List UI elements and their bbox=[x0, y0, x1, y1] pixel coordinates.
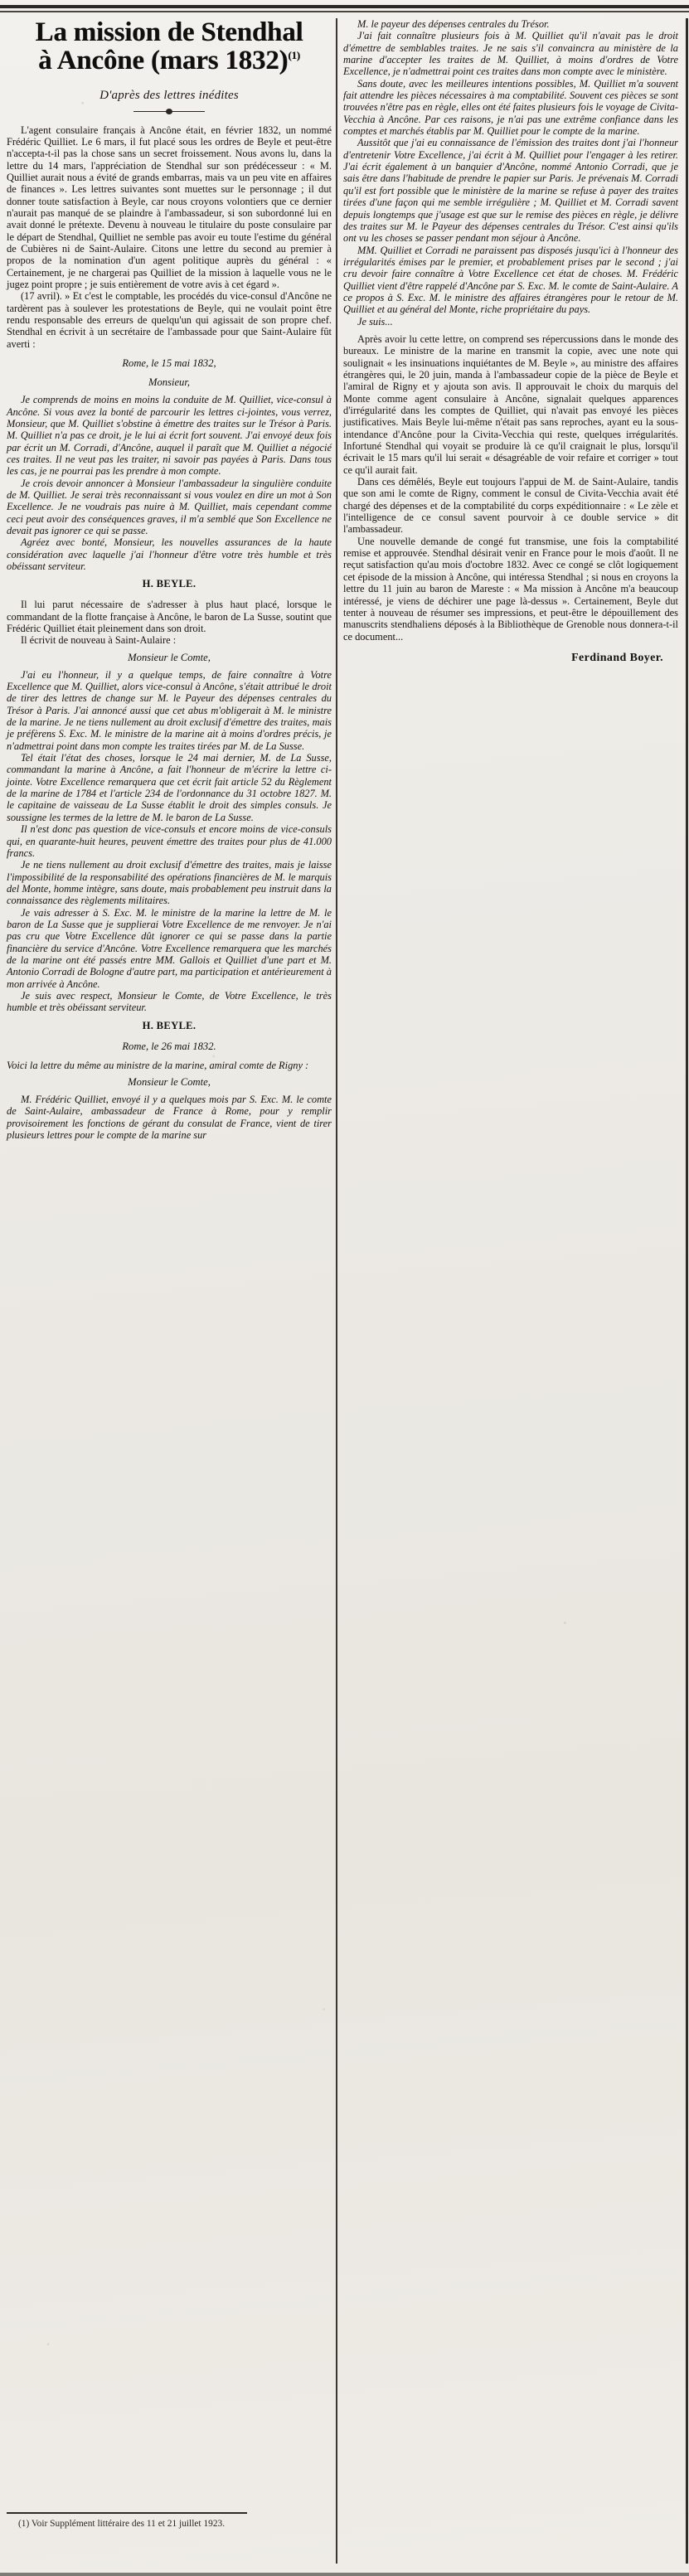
scan-bottom-edge bbox=[0, 2573, 689, 2576]
letter-paragraph: Je vais adresser à S. Exc. M. le ministre de la marine la lettre de M. le baron de La Susse que je supplierai Votre Excellence de me renvoyer. Je n'ai pas cru que Votre Excellence dût ignorer ce qui se passe dans la partie financière du service d'Ancône. Votre Excellence remarquera que les marchés de la marine ont été passés entre MM. Gallois et Quilliet d'une part et M. Antonio Corradi de Bologne d'autre part, ma participation et antérieurement à mon arrivée à Ancône. bbox=[7, 906, 332, 990]
letter-date: Rome, le 15 mai 1832, bbox=[122, 357, 216, 370]
letter-salutation: Monsieur le Comte, bbox=[128, 1076, 211, 1088]
letter-paragraph: Je crois devoir annoncer à Monsieur l'ambassadeur la singulière conduite de M. Quilliet. Je serai très reconnaissant si vous voulez en dire un mot à Son Excellence. Je ne voudrais pas nuire à M. Quilliet, mais cependant comme ceci peut avoir des conséquences graves, il m'a semblé que Son Excellence ne devait pas ignorer ce qui se passe. bbox=[7, 477, 332, 536]
letter-signature: H. BEYLE. bbox=[142, 578, 197, 590]
page-top-rule-thin bbox=[0, 11, 689, 12]
letter-paragraph: MM. Quilliet et Corradi ne paraissent pas disposés jusqu'ici à l'honneur des irrégularités émises par le premier, et probablement prises par le second ; j'ai cru devoir faire connaître à Votre Excellence cet état de choses. M. Frédéric Quilliet vient d'être rappelé d'Ancône par S. Exc. M. le comte de Saint-Aulaire. A ce propos à S. Exc. M. le ministre des affaires étrangères pour le retour de M. Quilliet et au général del Monte, riche propriétaire du pays. bbox=[343, 244, 678, 316]
letter-paragraph: Tel était l'état des choses, lorsque le 24 mai dernier, M. de La Susse, commandant la marine à Ancône, a fait l'honneur de m'écrire la lettre ci-jointe. Votre Excellence remarquera que cet écrit fait article 52 du Règlement de la marine de 1784 et l'article 234 de l'ordonnance du 31 octobre 1827. M. le capitaine de vaisseau de La Susse établit le droit des simples consuls. Je soussigne les termes de la lettre de M. le baron de La Susse. bbox=[7, 752, 332, 823]
letter-paragraph: Je ne tiens nullement au droit exclusif d'émettre des traites, mais je laisse l'impossibilité de la responsabilité des opérations financières de M. le marquis del Monte, homme intègre, sans doute, mais probablement peu instruit dans la connaissance des règlements militaires. bbox=[7, 859, 332, 907]
paragraph: (17 avril). » Et c'est le comptable, les procédés du vice-consul d'Ancône ne tardèrent pas à soulever les protestations de Beyle, qui ne voulait point être rendu responsable des erreurs de quelqu'un qui agissait de son propre chef. Stendhal en écrivit à un secrétaire de l'ambassade pour que Saint-Aulaire fût averti : bbox=[7, 290, 332, 350]
paragraph: Une nouvelle demande de congé fut transmise, une fois la comptabilité remise et approuvée. Stendhal désirait venir en France pour le mois d'août. Il ne reçut satisfaction qu'au mois d'octobre 1832. Avec ce congé se clôt logiquement cet épisode de la mission à Ancône, qui intéressa Stendhal ; si nous en croyons la lettre du 11 juin au baron de Mareste : « Ma mission à Ancône m'a beaucoup intéressé, je viens de déchirer une page là-dessus ». Certainement, Beyle dut tenter à nouveau de résumer ses impressions, et peut-être le dépouillement des manuscrits stendhaliens déposés à la Bibliothèque de Grenoble nous donnera-t-il ce document... bbox=[343, 535, 678, 643]
letter-paragraph: Sans doute, avec les meilleures intentions possibles, M. Quilliet m'a souvent fait attendre les pièces nécessaires à ma comptabilité. Souvent ces pièces se sont trouvées n'être pas en règle, elles ont été faites plusieurs fois le voyage de Civita-Vecchia à Ancône. Par ces raisons, je n'ai pas une extrême confiance dans les comptes et marchés établis par M. Quilliet pour le compte de la marine. bbox=[343, 77, 678, 138]
column-left bbox=[7, 18, 332, 1141]
letter-intro: Voici la lettre du même au ministre de la marine, amiral comte de Rigny : bbox=[7, 1059, 309, 1071]
article-subtitle: D'après des lettres inédites bbox=[99, 88, 239, 102]
letter-paragraph: Je suis... bbox=[357, 315, 393, 327]
footnote-divider bbox=[7, 2512, 247, 2514]
ornament-divider-icon bbox=[133, 109, 205, 114]
column-right bbox=[343, 18, 678, 665]
letter-paragraph: J'ai fait connaître plusieurs fois à M. Quilliet qu'il n'avait pas le droit d'émettre de semblables traites. Je ne sais s'il convaincra au ministère de la marine d'accepter les traites de M. Quilliet, à moins d'ordres de Votre Excellence, je n'admettrai point ces traites dans mon compte avec le ministère. bbox=[343, 30, 678, 78]
letter-paragraph: Aussitôt que j'ai eu connaissance de l'émission des traites dont j'ai l'honneur d'entretenir Votre Excellence, j'ai écrit à M. Quilliet pour l'engager à les retirer. J'ai écrit également à un banquier d'Ancône, nommé Antonio Corradi, que je sais être dans l'habitude de prendre le papier sur Paris. Je prévenais M. Corradi qu'il est fort possible que le ministère de la marine se refuse à payer des traites tirées d'une façon qui me semble irrégulière ; M. Quilliet et M. Corradi savent depuis longtemps que j'usage est que sur le remise des pièces en règle, je délivre des traites sur M. le Payeur des dépenses centrales du Trésor. C'est ainsi qu'ils ont vu les choses se passer pendant mon séjour à Ancône. bbox=[343, 137, 678, 245]
letter-signature: H. BEYLE. bbox=[142, 1019, 197, 1031]
paragraph: Il lui parut nécessaire de s'adresser à plus haut placé, lorsque le commandant de la flotte française à Ancône, le baron de La Susse, soutint que Frédéric Quilliet était pleinement dans son droit. bbox=[7, 599, 332, 634]
paragraph: Il écrivit de nouveau à Saint-Aulaire : bbox=[21, 634, 177, 647]
page-title-line-1: La mission de Stendhal bbox=[35, 17, 303, 47]
letter-paragraph: Je suis avec respect, Monsieur le Comte, de Votre Excellence, le très humble et très obéissant serviteur. bbox=[7, 989, 332, 1014]
page-top-rule-thick bbox=[0, 5, 689, 8]
title-footnote-marker: (1) bbox=[288, 49, 300, 62]
page-right-edge-rule bbox=[686, 18, 688, 2564]
letter-paragraph: M. le payeur des dépenses centrales du Trésor. bbox=[357, 18, 550, 30]
letter-paragraph: Il n'est donc pas question de vice-consuls et encore moins de vice-consuls qui, en quarante-huit heures, peuvent émettre des traites pour plus de 41.000 francs. bbox=[7, 823, 332, 859]
letter-paragraph: J'ai eu l'honneur, il y a quelque temps, de faire connaître à Votre Excellence que M. Quilliet, alors vice-consul à Ancône, s'était attribué le droit de tirer des lettres de change sur M. le Payeur des dépenses centrales du Trésor à Paris. J'ai annoncé aussi que cet abus m'obligerait à M. le ministre de la marine. Je ne tiens nullement au droit exclusif d'émettre des traites, mais je préfèrens S. Exc. M. le ministre de la marine ait à moins d'ordres précis, je n'admettrai point dans mon compte les traites tirées par M. de La Susse. bbox=[7, 668, 332, 752]
footnote-block bbox=[7, 2502, 332, 2530]
footnote-text: (1) Voir Supplément littéraire des 11 et 21 juillet 1923. bbox=[18, 2518, 226, 2529]
letter-salutation: Monsieur le Comte, bbox=[128, 651, 211, 663]
page-title-line-2 bbox=[8, 46, 330, 75]
article-author-signature: Ferdinand Boyer. bbox=[571, 651, 663, 664]
paragraph: L'agent consulaire français à Ancône était, en février 1832, un nommé Frédéric Quilliet. Le 6 mars, il fut placé sous les ordres de Beyle et peut-être n'accepta-t-il pas la chose sans un secret froissement. Nous avons lu, dans la lettre du 14 mars, l'appréciation de Stendhal sur son prédécesseur : « M. Quilliet aurait nous a évité de grands embarras, mais va un peu vite en affaires de finances ». Les lettres suivantes sont muettes sur le personnage ; il dut donner toute satisfaction à Beyle, car nous croyons volontiers que ce dernier n'aurait pas manqué de se plaindre à l'ambassadeur, si son subordonné lui en avait donné le prétexte. Devenu à nouveau le titulaire du poste consulaire par le départ de Stendhal, Quilliet ne semble pas avoir eu toute l'estime du général de Cubières ni de Saint-Aulaire. Citons une lettre du second au premier à propos de la nomination d'un agent politique auprès du général : « Certainement, je ne chargerai pas Quilliet de la mission à laquelle vous ne le jugez point propre ; je suis entièrement de votre avis à cet égard ». bbox=[7, 124, 332, 291]
letter-paragraph: Je comprends de moins en moins la conduite de M. Quilliet, vice-consul à Ancône. Si vous avez la bonté de parcourir les lettres ci-jointes, vous verrez, Monsieur, que M. Quilliet s'obstine à émettre des traites sur le Trésor à Paris. M. Quilliet n'a pas ce droit, je le lui ai écrit fort souvent. J'ai envoyé deux fois par écrit un M. Corradi, d'Ancône, auquel il paraît que M. Quilliet a négocié ces traites. Il ne veut pas les traiter, ni savoir pas payées à Paris. Dans tous les cas, je ne pourrai pas les prendre à mon compte. bbox=[7, 394, 332, 478]
letter-date: Rome, le 26 mai 1832. bbox=[122, 1040, 216, 1052]
page-title-line-2-text: à Ancône (mars 1832) bbox=[38, 46, 289, 76]
paragraph: Dans ces démêlés, Beyle eut toujours l'appui de M. de Saint-Aulaire, tandis que son ami le comte de Rigny, comment le consul de Civita-Vecchia avait été chargé des dépenses et de la comptabilité du corps expéditionnaire : « Le zèle et l'intelligence de ce consul savent pourvoir à ce double service » dit l'ambassadeur. bbox=[343, 476, 678, 536]
article-masthead bbox=[7, 18, 332, 114]
letter-paragraph: M. Frédéric Quilliet, envoyé il y a quelques mois par S. Exc. M. le comte de Saint-Aulaire, ambassadeur de France à Rome, pour y remplir provisoirement les fonctions de gérant du consulat de France, vient de tirer plusieurs lettres pour le compte de la marine sur bbox=[7, 1094, 332, 1142]
paragraph: Après avoir lu cette lettre, on comprend ses répercussions dans le monde des bureaux. Le ministre de la marine en transmit la copie, avec une note qui soulignait « les insinuations inquiétantes de M. Beyle », au ministre des affaires étrangères qui, le 20 juin, manda à l'ambassadeur copie de la pièce de Beyle et l'amiral de Rigny et y ajouta son avis. Il approuvait le choix du marquis del Monte comme agent consulaire à Ancône, signalait quelques apparences d'irrégularité dans les comptes de Quilliet, qui n'avait pas envoyé les pièces justificatives. Mais Beyle lui-même n'était pas sans reproches, ayant eu la sous-intendance d'Ancône pour la Civita-Vecchia qui reste, quelques irrégularités. Infortuné Stendhal qui voyait se produire là ce qu'il craignait le plus, lorsqu'il écrivait le 15 mars qu'il lui serait « désagréable de voir refaire et corriger » tout ce qu'il aurait fait. bbox=[343, 332, 678, 476]
spacer bbox=[343, 327, 678, 333]
column-separator-rule bbox=[336, 18, 337, 2564]
letter-salutation: Monsieur, bbox=[148, 376, 191, 389]
letter-paragraph: Agréez avec bonté, Monsieur, les nouvelles assurances de la haute considération avec laquelle j'ai l'honneur d'être votre très humble et très obéissant serviteur. bbox=[7, 536, 332, 572]
